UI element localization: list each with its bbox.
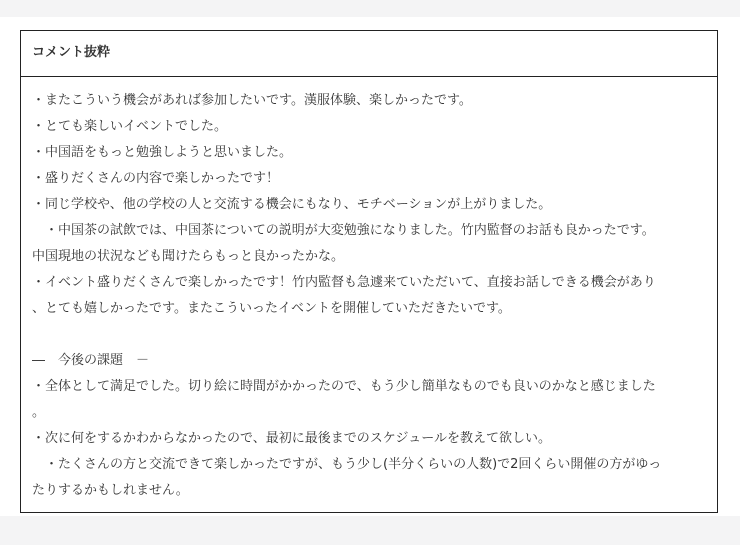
comment-line: ・中国語をもっと勉強しようと思いました。 — [32, 145, 293, 160]
issue-line: たりするかもしれません。 — [32, 483, 189, 498]
page-bottom-band — [0, 516, 740, 545]
page-top-band — [0, 0, 740, 17]
comment-line: ・とても楽しいイベントでした。 — [32, 119, 228, 134]
spacer — [32, 322, 707, 348]
comment-line: 中国現地の状況なども聞けたらもっと良かったかな。 — [32, 249, 345, 264]
comment-line: 、とても嬉しかったです。またこういったイベントを開催していただきたいです。 — [32, 301, 511, 316]
comment-line: ・イベント盛りだくさんで楽しかったです！竹内監督も急遽来ていただいて、直接お話しできる機会があり — [32, 275, 656, 290]
comment-excerpt-box — [20, 30, 718, 513]
comment-line: ・盛りだくさんの内容で楽しかったです！ — [32, 171, 280, 186]
issue-line: ・たくさんの方と交流できて楽しかったですが、もう少し(半分くらいの人数)で2回くらい開催の方がゆっ — [32, 457, 662, 472]
comment-line: ・同じ学校や、他の学校の人と交流する機会にもなり、モチベーションが上がりました。 — [32, 197, 552, 212]
section-heading: ― 今後の課題 － — [32, 353, 150, 368]
comment-line: ・中国茶の試飲では、中国茶についての説明が大変勉強になりました。竹内監督のお話も良かったです。 — [32, 223, 655, 238]
issue-line: ・全体として満足でした。切り絵に時間がかかったので、もう少し簡単なものでも良いのかなと感じました — [32, 379, 656, 394]
issue-line: 。 — [32, 405, 46, 420]
issue-line: ・次に何をするかわからなかったので、最初に最後までのスケジュールを教えて欲しい。 — [32, 431, 551, 446]
box-title: コメント抜粋 — [21, 31, 717, 77]
box-body — [21, 77, 717, 504]
comment-line: ・またこういう機会があれば参加したいです。漢服体験、楽しかったです。 — [32, 93, 472, 108]
